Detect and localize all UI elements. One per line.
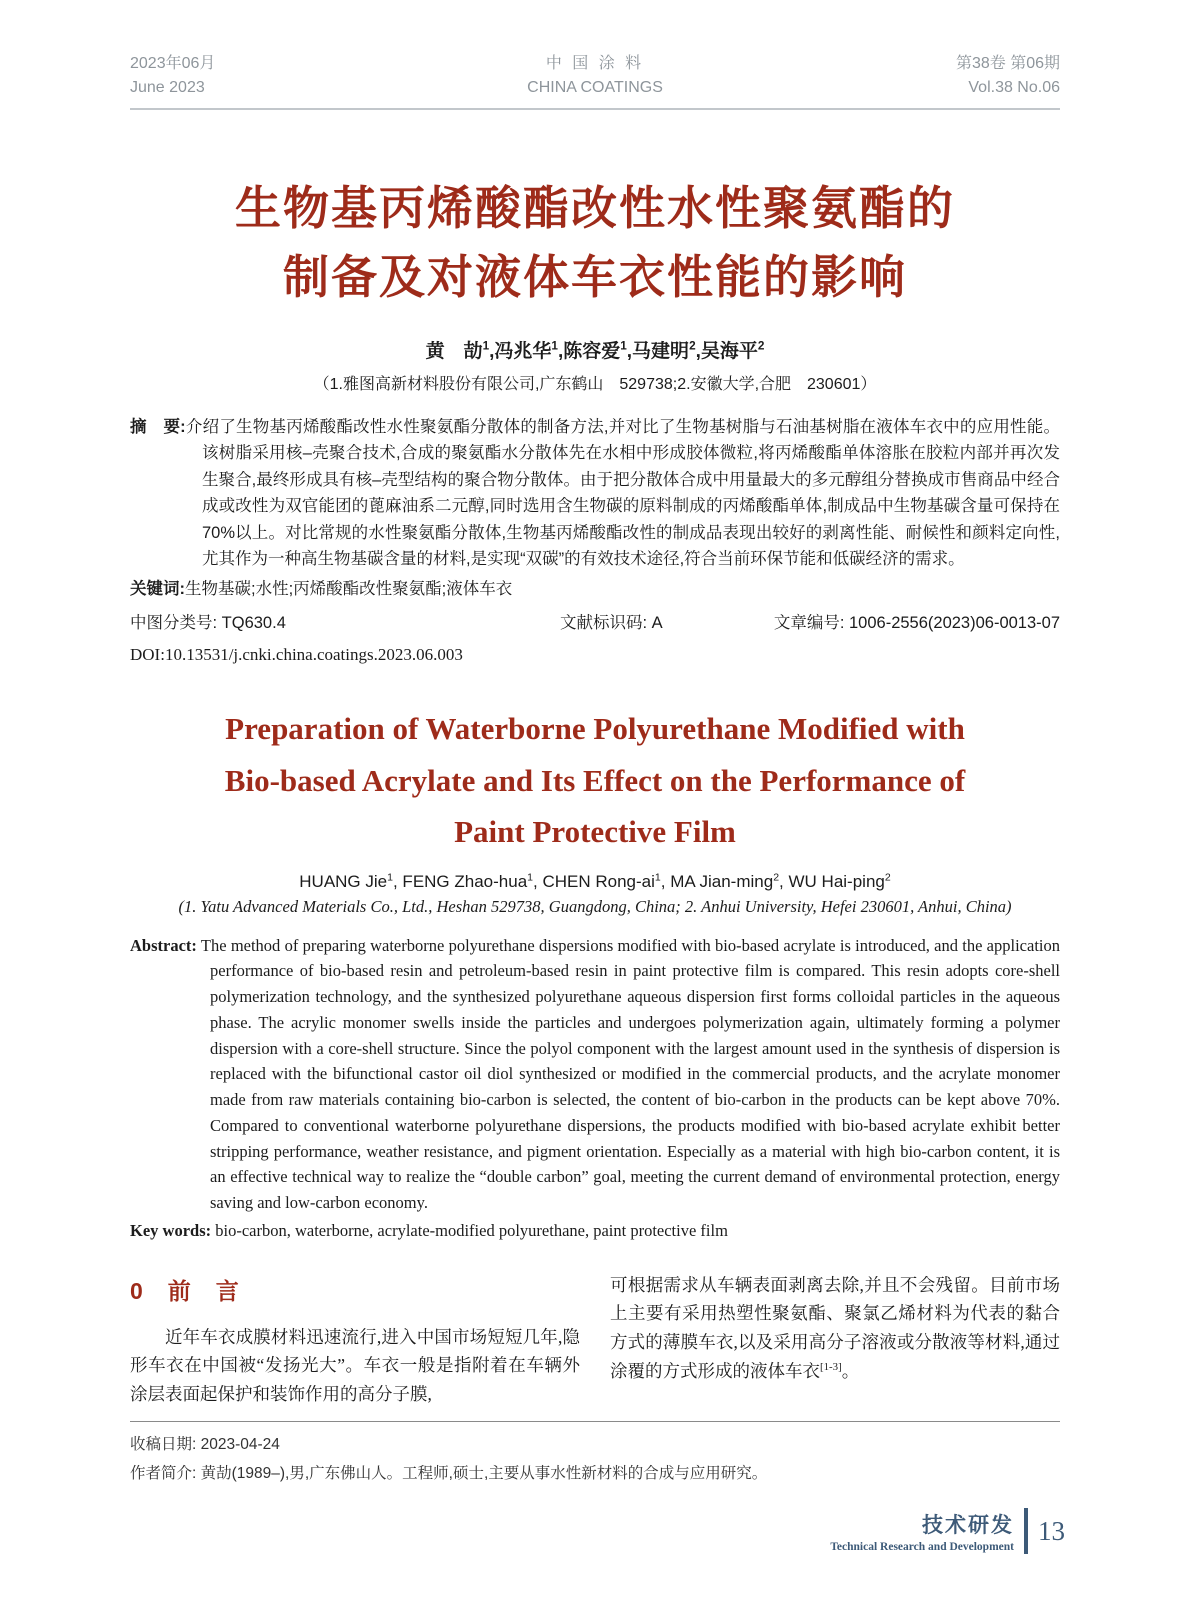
page-number: 13 <box>1038 1515 1065 1546</box>
article-title-cn-line1: 生物基丙烯酸酯改性水性聚氨酯的 <box>235 182 955 234</box>
header-date <box>130 52 310 100</box>
clc-number: 中图分类号: TQ630.4 <box>130 614 286 633</box>
header-date-cn: 2023年06月 <box>130 55 216 72</box>
article-title-cn-line2: 制备及对液体车衣性能的影响 <box>283 251 907 303</box>
header-journal-name <box>505 52 685 100</box>
header-issue-en: Vol.38 No.06 <box>968 79 1060 96</box>
header-issue-cn: 第38卷 第06期 <box>955 55 1060 72</box>
journal-name-en: CHINA COATINGS <box>527 79 663 96</box>
footer-section-cn: 技术研发 <box>922 1514 1014 1537</box>
author-cn-name: ,马建明 <box>626 341 690 362</box>
authors-cn <box>130 336 1060 363</box>
body-column-right <box>610 1271 1060 1409</box>
abstract-cn-label: 摘 要: <box>130 418 186 436</box>
article-title-en <box>130 703 1060 857</box>
keywords-cn-label: 关键词: <box>130 580 185 599</box>
author-en-affil-sup: 2 <box>773 871 780 884</box>
author-cn-name: 黄 劼 <box>425 341 483 362</box>
journal-name-cn: 中 国 涂 料 <box>545 55 645 72</box>
article-title-en-line1: Preparation of Waterborne Polyurethane Modified with <box>225 711 965 747</box>
citation-ref: [1-3] <box>820 1361 842 1374</box>
page-footer <box>830 1508 1065 1554</box>
authors-en <box>130 872 1060 892</box>
author-bio: 作者简介: 黄劼(1989–),男,广东佛山人。工程师,硕士,主要从事水性新材料的合成与应用研究。 <box>130 1465 768 1482</box>
abstract-en-label: Abstract: <box>130 935 197 955</box>
author-en-name: , FENG Zhao-hua <box>392 871 528 891</box>
article-id: 文章编号: 1006-2556(2023)06-0013-07 <box>773 614 1060 633</box>
body-column-left <box>130 1271 580 1409</box>
abstract-cn-text: 介绍了生物基丙烯酸酯改性水性聚氨酯分散体的制备方法,并对比了生物基树脂与石油基树脂在液体车衣中的应用性能。该树脂采用核–壳聚合技术,合成的聚氨酯水分散体先在水相中形成胶体微粒,将丙烯酸酯单体溶胀在胶粒内部并再次发生聚合,最终形成具有核–壳型结构的聚合物分散体。由于把分散体合成中用量最大的多元醇组分替换成市售商品中经合成或改性为双官能团的蓖麻油系二元醇,同时选用含生物碳的原料制成的丙烯酸酯单体,制成品中生物基碳含量可保持在70%以上。对比常规的水性聚氨酯分散体,生物基丙烯酸酯改性的制成品表现出较好的剥离性能、耐候性和颜料定向性,尤其作为一种高生物基碳含量的材料,是实现“双碳”的有效技术途径,符合当前环保节能和低碳经济的需求。 <box>185 418 1060 568</box>
header-divider <box>130 108 1060 110</box>
author-en-name: , MA Jian-ming <box>660 871 774 891</box>
doi: DOI:10.13531/j.cnki.china.coatings.2023.06.003 <box>130 645 463 665</box>
keywords-cn <box>130 575 1060 599</box>
abstract-en-text: The method of preparing waterborne polyurethane dispersions modified with bio-based acrylate is introduced, and the application performance of bio-based resin and petroleum-based resin in paint protective film is compared. This resin adopts core-shell polymerization technology, and the synthesized polyurethane aqueous dispersion first forms colloidal particles in the aqueous phase. The acrylic monomer swells inside the particles and undergoes polymerization again, ultimately forming a polymer dispersion with a core-shell structure. Since the polyol component with the largest amount used in the synthesis of dispersion is replaced with the bifunctional castor oil diol synthesized or modified in the commercial products, and the acrylate monomer made from raw materials containing bio-carbon is selected, the content of bio-carbon in the products can be kept above 70%. Compared to conventional waterborne polyurethane dispersions, the products modified with bio-based acrylate exhibit better stripping performance, weather resistance, and pigment orientation. Especially as a material with high bio-carbon content, it is an effective technical way to realize the “double carbon” goal, meeting the current demand of environmental protection, energy saving and low-carbon economy. <box>200 935 1060 1213</box>
author-en-affil-sup: 1 <box>527 871 534 884</box>
author-cn-affil-sup: 2 <box>757 339 765 353</box>
author-cn-affil-sup: 1 <box>482 339 490 353</box>
keywords-en-label: Key words: <box>130 1220 212 1240</box>
header-issue <box>880 52 1060 100</box>
author-cn-name: ,陈容爱 <box>557 341 621 362</box>
footer-section-en: Technical Research and Development <box>830 1541 1014 1553</box>
author-cn-name: ,吴海平 <box>695 341 758 362</box>
author-en-name: , WU Hai-ping <box>779 871 885 891</box>
keywords-en-text: bio-carbon, waterborne, acrylate-modified polyurethane, paint protective film <box>215 1220 728 1240</box>
body-paragraph-right-end: 。 <box>841 1360 860 1381</box>
footnotes <box>130 1422 1060 1489</box>
author-cn-affil-sup: 1 <box>551 339 558 353</box>
author-cn-name: ,冯兆华 <box>489 341 552 362</box>
classification-row <box>130 609 1060 633</box>
footer-vertical-bar <box>1024 1508 1028 1554</box>
journal-header <box>130 52 1060 100</box>
header-date-en: June 2023 <box>130 79 205 96</box>
article-title-cn <box>130 174 1060 312</box>
document-code: 文献标识码: A <box>560 614 663 633</box>
author-en-name: HUANG Jie <box>299 871 388 891</box>
body-paragraph-right <box>610 1271 1060 1386</box>
author-en-affil-sup: 1 <box>387 871 393 884</box>
body-paragraph-left: 近年车衣成膜材料迅速流行,进入中国市场短短几年,隐形车衣在中国被“发扬光大”。车衣一般是指附着在车辆外涂层表面起保护和装饰作用的高分子膜, <box>130 1326 580 1404</box>
received-date: 收稿日期: 2023-04-24 <box>130 1435 280 1453</box>
author-en-affil-sup: 1 <box>654 871 661 884</box>
section-heading: 0 前 言 <box>130 1277 240 1304</box>
affiliation-en: (1. Yatu Advanced Materials Co., Ltd., Heshan 529738, Guangdong, China; 2. Anhui University, Hefei 230601, Anhui, China) <box>178 896 1012 916</box>
abstract-en <box>130 933 1060 1216</box>
keywords-cn-text: 生物基碳;水性;丙烯酸酯改性聚氨酯;液体车衣 <box>185 580 513 599</box>
keywords-en <box>130 1221 1060 1241</box>
article-title-en-line3: Paint Protective Film <box>454 814 736 850</box>
author-en-affil-sup: 2 <box>884 871 891 884</box>
author-cn-affil-sup: 1 <box>620 339 627 353</box>
article-title-en-line2: Bio-based Acrylate and Its Effect on the Performance of <box>224 762 966 798</box>
abstract-cn <box>130 414 1060 572</box>
footer-section-labels <box>830 1509 1014 1553</box>
author-cn-affil-sup: 2 <box>689 339 696 353</box>
affiliation-cn: （1.雅图高新材料股份有限公司,广东鹤山 529738;2.安徽大学,合肥 230601） <box>313 376 877 393</box>
body-columns <box>130 1271 1060 1409</box>
author-en-name: , CHEN Rong-ai <box>533 871 655 891</box>
body-paragraph-right-text: 可根据需求从车辆表面剥离去除,并且不会残留。目前市场上主要有采用热塑性聚氨酯、聚氯乙烯材料为代表的黏合方式的薄膜车衣,以及采用高分子溶液或分散液等材料,通过涂覆的方式形成的液体车衣 <box>610 1274 1060 1381</box>
